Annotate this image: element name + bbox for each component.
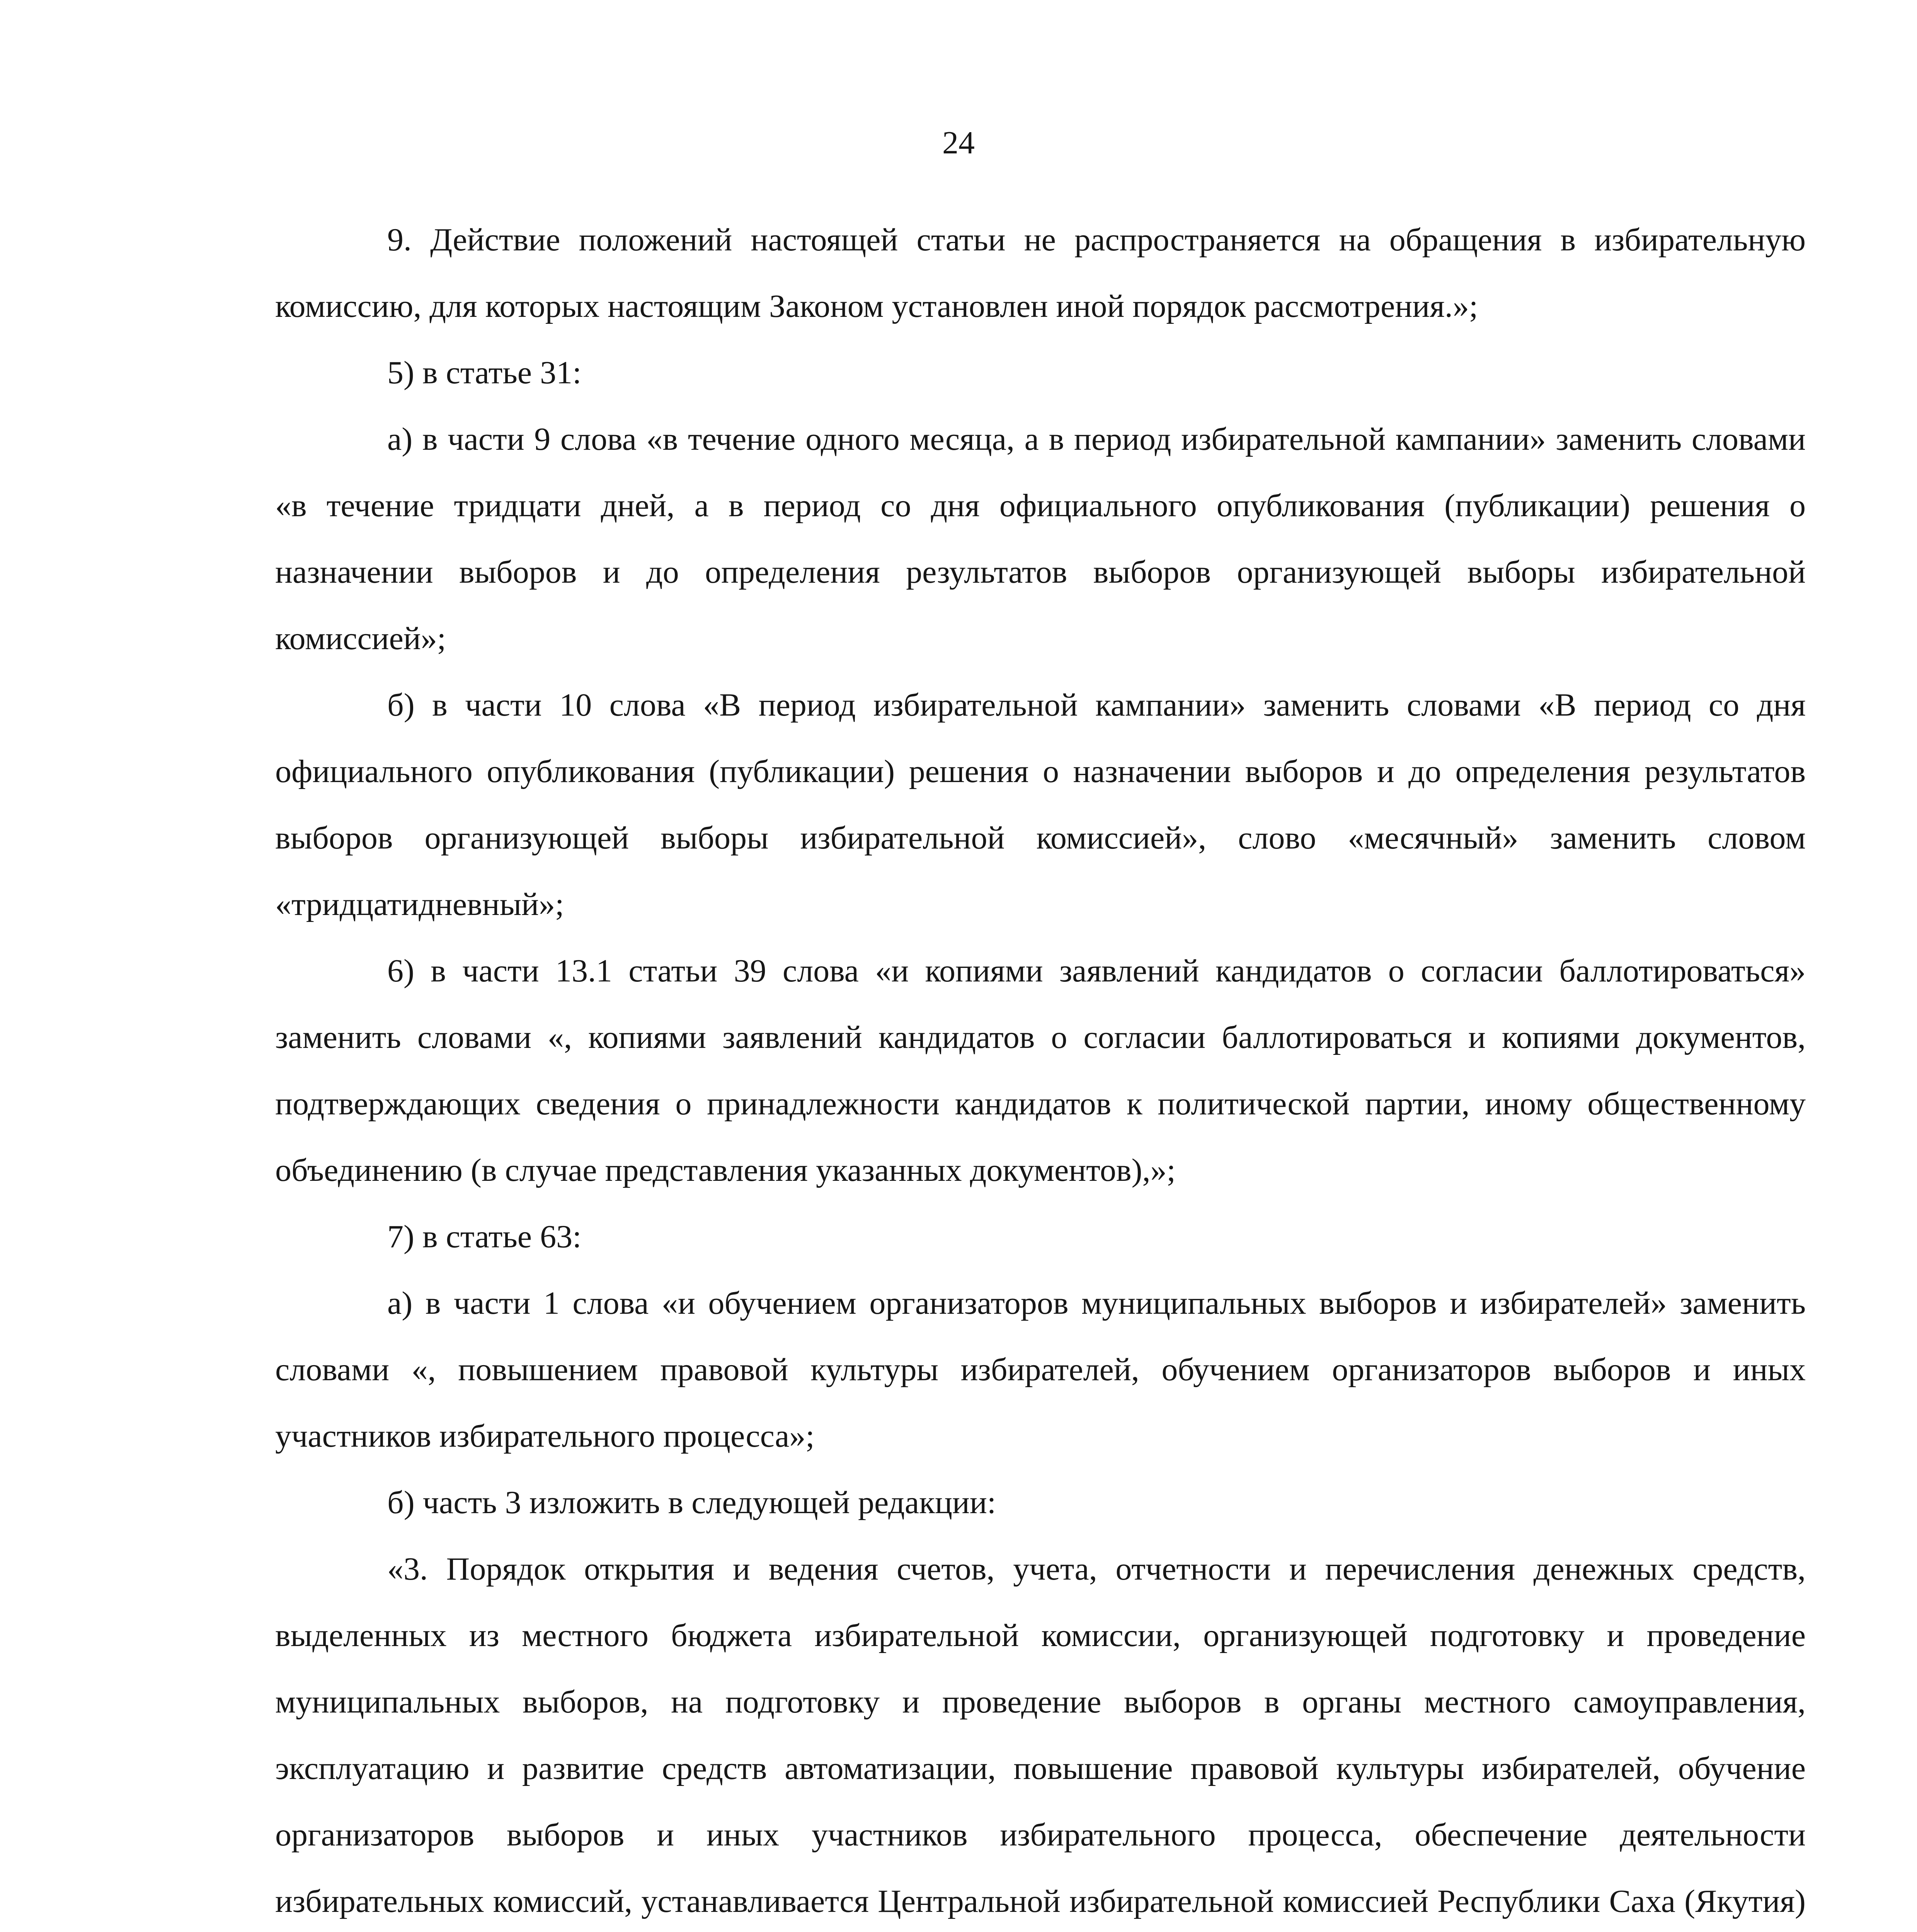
paragraph-item-5-heading: 5) в статье 31: (387, 355, 582, 391)
paragraph-item-5a: а) в части 9 слова «в течение одного месяца, а в период избирательной кампании» заменить словами «в течение тридцати дней, а в период со дня официального опубликования (публикации) решения о назначении выборов и до определения результатов выборов организующей выборы избирательной комиссией»; (275, 421, 1806, 656)
document-body (275, 207, 1806, 1932)
paragraph-part-3-text: «3. Порядок открытия и ведения счетов, учета, отчетности и перечисления денежных средств, выделенных из местного бюджета избирательной комиссии, организующей подготовку и проведение муниципальных выборов, на подготовку и проведение выборов в органы местного самоуправления, эксплуатацию и развитие средств автоматизации, повышение правовой культуры избирателей, обучение организаторов выборов и иных участников избирательного процесса, обеспечение деятельности избирательных комиссий, устанавливается Центральной избирательной комиссией Республики Саха (Якутия) (275, 1551, 1806, 1919)
paragraph-item-7a: а) в части 1 слова «и обучением организаторов муниципальных выборов и избирателей» заменить словами «, повышением правовой культуры избирателей, обучением организаторов выборов и иных участников избирательного процесса»; (275, 1285, 1806, 1454)
paragraph-item-5b: б) в части 10 слова «В период избирательной кампании» заменить словами «В период со дня официального опубликования (публикации) решения о назначении выборов и до определения результатов выборов организующей выборы избирательной комиссией», слово «месячный» заменить словом «тридцатидневный»; (275, 687, 1806, 922)
paragraph-item-7-heading: 7) в статье 63: (387, 1219, 582, 1255)
paragraph-item-6: 6) в части 13.1 статьи 39 слова «и копиями заявлений кандидатов о согласии баллотироваться» заменить словами «, копиями заявлений кандидатов о согласии баллотироваться и копиями документов, подтверждающих сведения о принадлежности кандидатов к политической партии, иному общественному объединению (в случае представления указанных документов),»; (275, 953, 1806, 1188)
paragraph-item-7b: б) часть 3 изложить в следующей редакции: (387, 1485, 996, 1520)
page-number: 24 (942, 125, 975, 161)
paragraph-part-9: 9. Действие положений настоящей статьи не распространяется на обращения в избирательную комиссию, для которых настоящим Законом установлен иной порядок рассмотрения.»; (275, 222, 1806, 324)
